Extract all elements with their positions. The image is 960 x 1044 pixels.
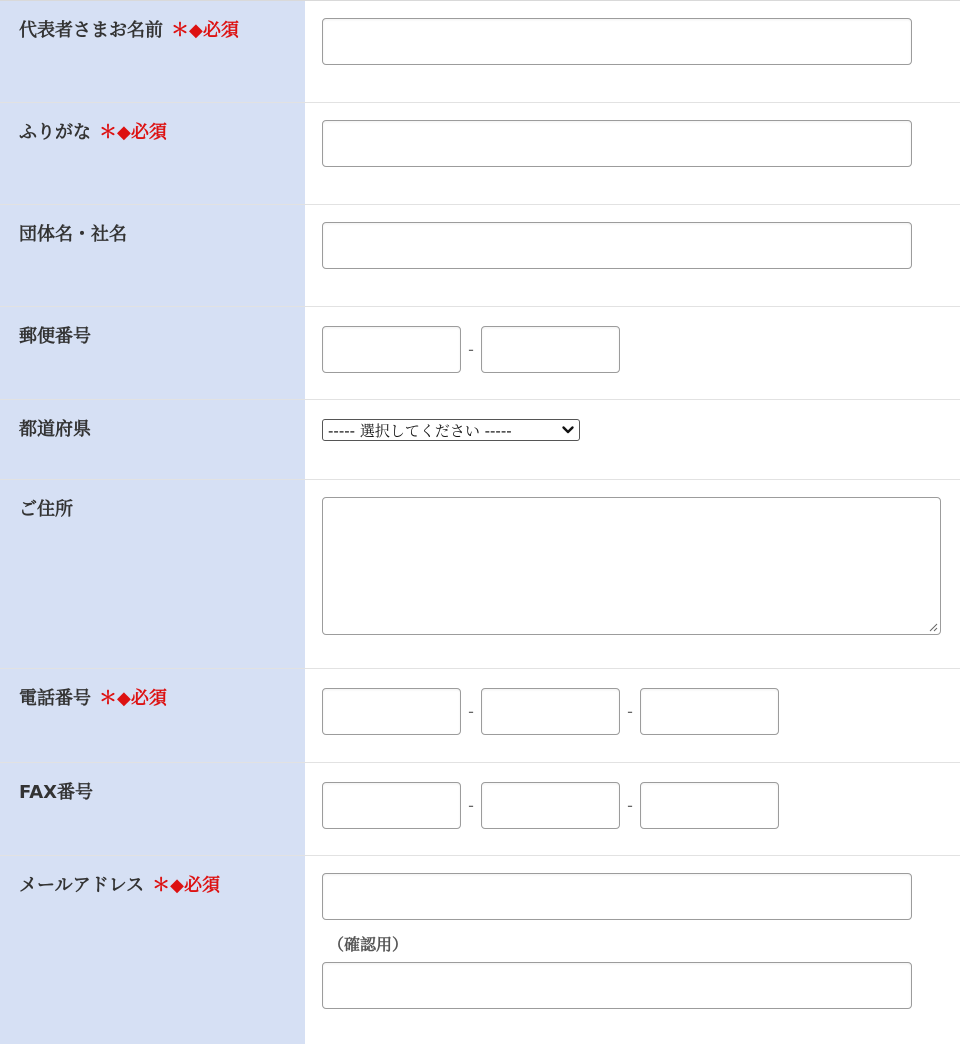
name-label-cell [0,1,305,102]
fax-field-cell [305,763,960,855]
email-field-cell [305,856,960,1044]
email-label: メールアドレス [19,875,145,896]
fax-label-cell [0,763,305,855]
form-row-zip [0,307,960,400]
address-textarea[interactable] [322,497,941,635]
zip-field-cell [305,307,960,399]
name-label: 代表者さまお名前 [19,20,163,41]
tel-label-cell [0,669,305,762]
tel-label: 電話番号 [19,688,91,709]
furigana-label-cell [0,103,305,204]
org-label-cell [0,205,305,306]
form-row-email [0,856,960,1044]
fax-input-3[interactable] [640,782,779,829]
tel-input-1[interactable] [322,688,461,735]
required-badge: ＊◆必須 [99,688,167,709]
zip-input-1[interactable] [322,326,461,373]
name-input[interactable] [322,18,912,65]
zip-input-2[interactable] [481,326,620,373]
fax-input-2[interactable] [481,782,620,829]
form-row-furigana [0,103,960,205]
email-confirm-label: （確認用） [328,935,409,954]
email-confirm-input[interactable] [322,962,912,1009]
form-row-name [0,1,960,103]
fax-separator-2: - [627,796,633,815]
chevron-down-icon [561,423,575,437]
furigana-field-cell [305,103,960,204]
form-row-prefecture [0,400,960,480]
required-badge: ＊◆必須 [171,20,239,41]
email-input[interactable] [322,873,912,920]
email-label-cell [0,856,305,1044]
org-field-cell [305,205,960,306]
furigana-label: ふりがな [19,122,91,143]
resize-handle-icon[interactable] [928,622,938,632]
fax-separator-1: - [468,796,474,815]
zip-label: 郵便番号 [19,326,91,347]
name-field-cell [305,1,960,102]
tel-separator-1: - [468,702,474,721]
furigana-input[interactable] [322,120,912,167]
prefecture-field-cell [305,400,960,479]
form-row-fax [0,763,960,856]
zip-separator: - [468,340,474,359]
fax-label: FAX番号 [19,782,94,803]
zip-label-cell [0,307,305,399]
form-row-org [0,205,960,307]
prefecture-select[interactable] [322,419,580,441]
fax-input-1[interactable] [322,782,461,829]
prefecture-label-cell [0,400,305,479]
required-badge: ＊◆必須 [152,875,220,896]
prefecture-label: 都道府県 [19,419,91,440]
tel-separator-2: - [627,702,633,721]
address-label-cell [0,480,305,668]
address-field-cell [305,480,960,668]
required-badge: ＊◆必須 [99,122,167,143]
tel-field-cell [305,669,960,762]
tel-input-3[interactable] [640,688,779,735]
form-row-tel [0,669,960,763]
address-label: ご住所 [19,499,73,520]
tel-input-2[interactable] [481,688,620,735]
form-row-address [0,480,960,669]
prefecture-select-value: ----- 選択してください ----- [328,421,512,440]
org-label: 団体名・社名 [19,224,127,245]
org-input[interactable] [322,222,912,269]
